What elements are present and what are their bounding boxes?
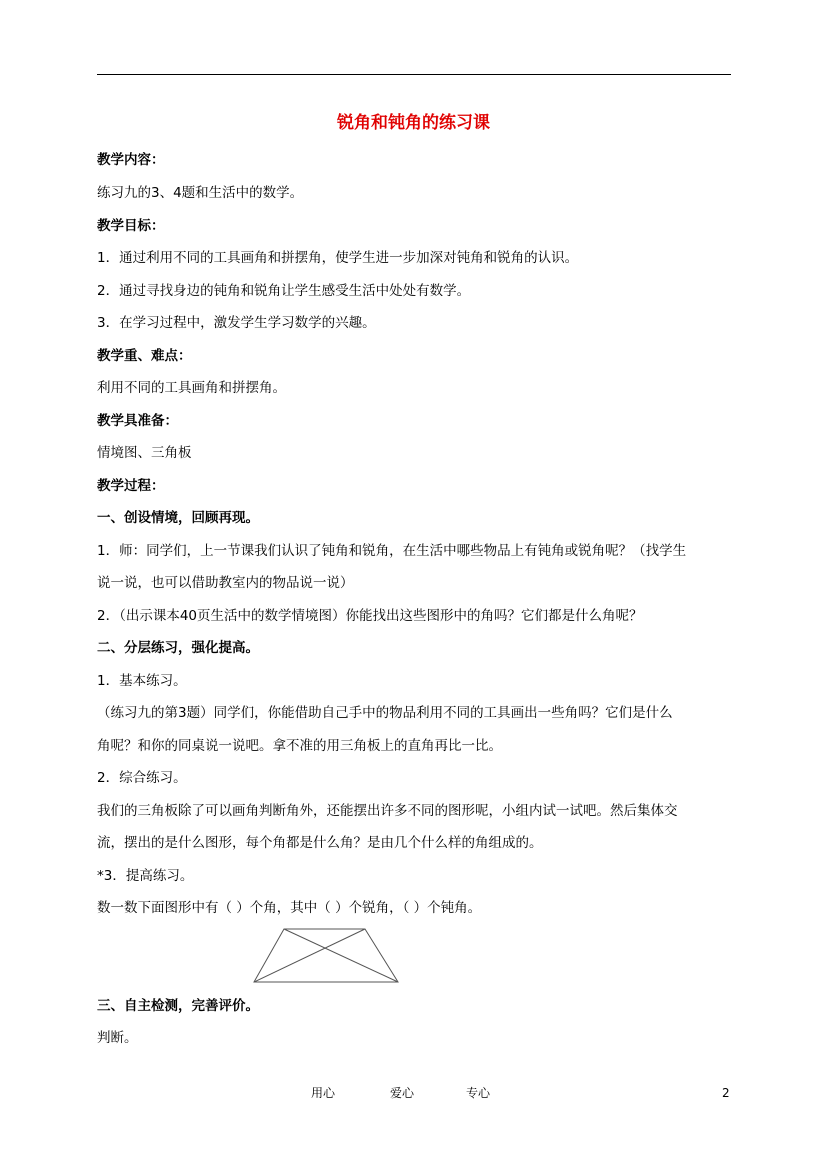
step-2-item-2-heading: 2．综合练习。	[97, 770, 187, 786]
trapezoid-figure	[251, 926, 401, 986]
goal-item-3: 3．在学习过程中，激发学生学习数学的兴趣。	[97, 315, 376, 331]
section-heading-process: 教学过程：	[97, 478, 165, 494]
goal-item-2: 2．通过寻找身边的钝角和锐角让学生感受生活中处处有数学。	[97, 283, 471, 299]
step-2-item-1-line-2: 角呢？和你的同桌说一说吧。拿不准的用三角板上的直角再比一比。	[97, 738, 502, 754]
goal-item-1: 1．通过利用不同的工具画角和拼摆角，使学生进一步加深对钝角和锐角的认识。	[97, 250, 579, 266]
keypoints-text: 利用不同的工具画角和拼摆角。	[97, 380, 286, 396]
trapezoid-outline	[254, 929, 398, 982]
step-2-item-2-line-2: 流，摆出的是什么图形，每个角都是什么角？是由几个什么样的角组成的。	[97, 835, 543, 851]
page-number: 2	[722, 1086, 730, 1100]
step-1-item-2: 2．（出示课本40页生活中的数学情境图）你能找出这些图形中的角吗？它们都是什么角呢？	[97, 608, 643, 624]
step-1-item-1-line-2: 说一说，也可以借助教室内的物品说一说）	[97, 575, 354, 591]
section-heading-goals: 教学目标：	[97, 218, 165, 234]
header-rule	[97, 74, 731, 75]
footer-word-3: 专心	[466, 1086, 491, 1100]
step-3-text: 判断。	[97, 1030, 138, 1046]
materials-text: 情境图、三角板	[97, 445, 192, 461]
content-text: 练习九的3、4题和生活中的数学。	[97, 185, 304, 201]
trapezoid-diagonal-1	[284, 929, 398, 982]
step-2-item-1-heading: 1．基本练习。	[97, 673, 187, 689]
step-2-item-2-line-1: 我们的三角板除了可以画角判断角外，还能摆出许多不同的图形呢，小组内试一试吧。然后集体交	[97, 803, 678, 819]
section-heading-materials: 教学具准备：	[97, 413, 178, 429]
footer-word-2: 爱心	[390, 1086, 415, 1100]
step-heading-1: 一、创设情境，回顾再现。	[97, 510, 259, 526]
section-heading-keypoints: 教学重、难点：	[97, 348, 192, 364]
step-2-item-1-line-1: （练习九的第3题）同学们，你能借助自己手中的物品利用不同的工具画出一些角吗？它们是什么	[97, 705, 673, 721]
section-heading-content: 教学内容：	[97, 152, 165, 168]
step-2-item-3-question: 数一数下面图形中有（ ）个角，其中（ ）个锐角，（ ）个钝角。	[97, 900, 482, 916]
step-2-item-3-heading: *3．提高练习。	[97, 868, 194, 884]
step-heading-2: 二、分层练习，强化提高。	[97, 640, 259, 656]
page-title: 锐角和钝角的练习课	[337, 113, 490, 133]
trapezoid-diagonal-2	[254, 929, 365, 982]
footer-word-1: 用心	[311, 1086, 336, 1100]
step-heading-3: 三、自主检测，完善评价。	[97, 998, 259, 1014]
step-1-item-1-line-1: 1．师：同学们，上一节课我们认识了钝角和锐角，在生活中哪些物品上有钝角或锐角呢？（找学生	[97, 543, 687, 559]
